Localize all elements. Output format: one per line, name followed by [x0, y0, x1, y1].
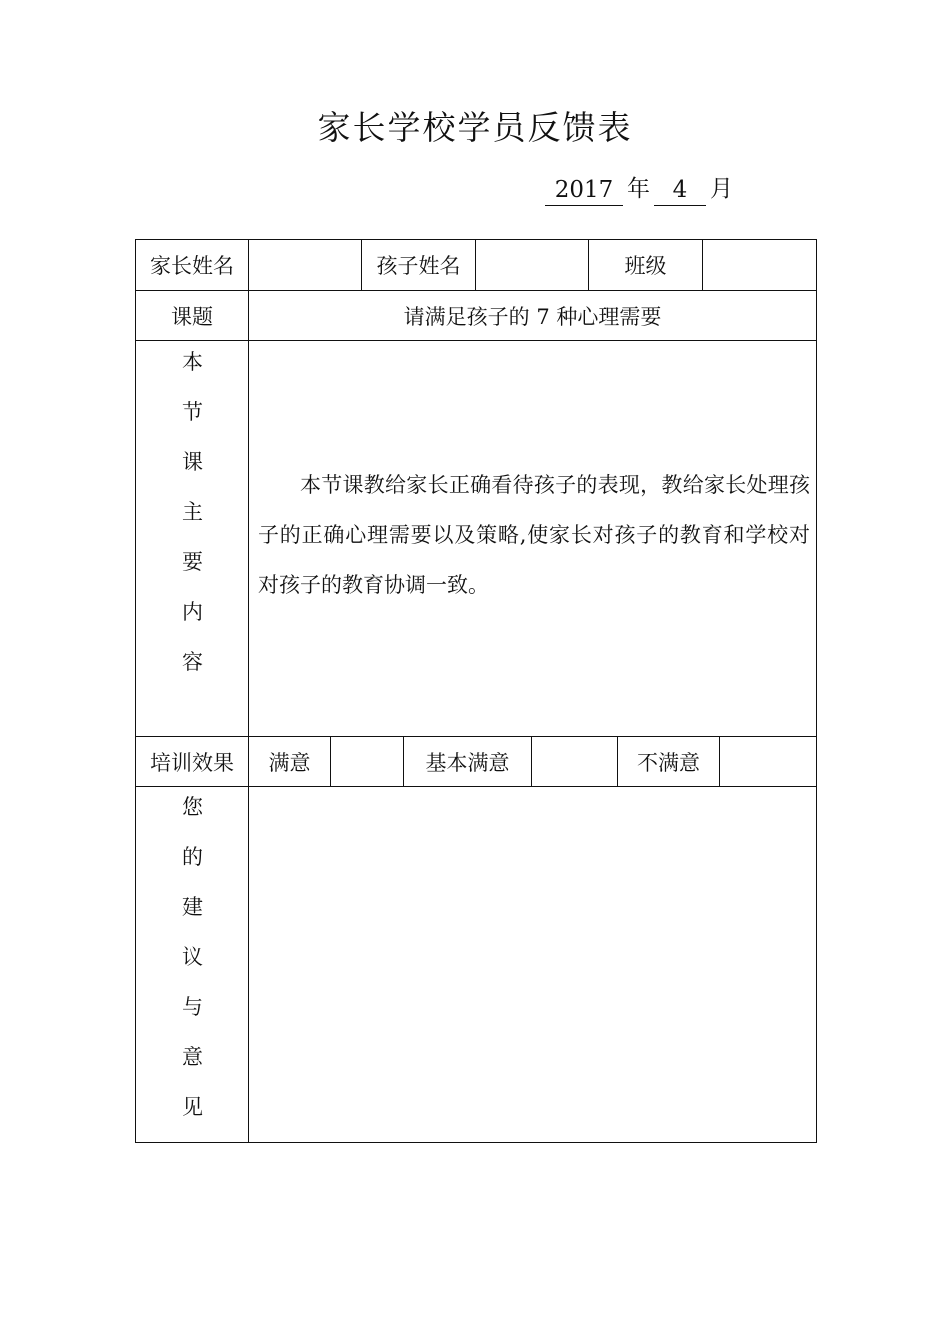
suggestions-label-char: 的 [182, 845, 203, 869]
suggestions-label-char: 议 [182, 945, 203, 969]
topic-value: 请满足孩子的 7 种心理需要 [403, 304, 662, 329]
basically-satisfied-checkbox[interactable] [532, 737, 617, 786]
date-line [545, 166, 737, 206]
main-content-label-char: 要 [182, 550, 203, 574]
table-border-right [816, 239, 817, 1143]
satisfied-label: 满意 [268, 750, 311, 775]
month-value: 4 [654, 177, 706, 206]
unsatisfied-label: 不满意 [637, 750, 700, 775]
year-unit: 年 [627, 176, 650, 202]
suggestions-label-char: 您 [182, 795, 203, 819]
parent-name-field[interactable] [249, 240, 361, 290]
table-border-bottom [135, 1142, 817, 1143]
main-content-label-char: 课 [182, 450, 203, 474]
main-content-label-char: 容 [182, 650, 203, 674]
form-title: 家长学校学员反馈表 [317, 108, 633, 147]
suggestions-label [136, 782, 249, 1132]
year-value: 2017 [545, 177, 623, 206]
satisfied-checkbox[interactable] [331, 737, 403, 786]
child-name-label: 孩子姓名 [376, 254, 461, 278]
main-content-label-char: 内 [182, 600, 203, 624]
main-content-text: 本节课教给家长正确看待孩子的表现，教给家长处理孩子的正确心理需要以及策略,使家长对孩子的教育和学校对对孩子的教育协调一致。 [258, 473, 810, 597]
suggestions-label-char: 意 [182, 1045, 203, 1069]
month-unit: 月 [710, 176, 733, 202]
parent-name-label: 家长姓名 [150, 254, 234, 278]
main-content-label-char: 节 [182, 400, 203, 424]
topic-label: 课题 [171, 304, 213, 329]
main-content-label [136, 337, 249, 687]
main-content-label-char: 主 [182, 500, 203, 524]
training-effect-label: 培训效果 [150, 750, 234, 775]
unsatisfied-checkbox[interactable] [720, 737, 816, 786]
basically-satisfied-label: 基本满意 [425, 750, 510, 775]
child-name-field[interactable] [476, 240, 588, 290]
class-field[interactable] [703, 240, 816, 290]
class-label: 班级 [624, 254, 667, 278]
main-content-label-char: 本 [182, 350, 203, 374]
suggestions-label-char: 建 [182, 895, 203, 919]
suggestions-field[interactable] [249, 787, 816, 1142]
suggestions-label-char: 与 [182, 995, 203, 1019]
suggestions-label-char: 见 [182, 1095, 203, 1119]
